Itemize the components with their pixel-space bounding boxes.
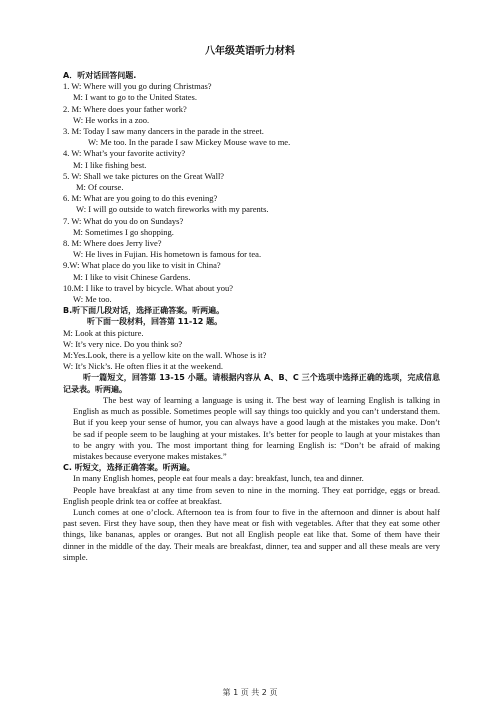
dialogue-line: W: It’s Nick’s. He often flies it at the weekend.	[63, 361, 223, 372]
section-a-list	[63, 81, 440, 305]
page-title: 八年级英语听力材料	[205, 46, 295, 57]
section-b-subheading: 听下面一段材料，回答第 11-12 题。	[87, 317, 223, 327]
question-line: 3. M: Today I saw many dancers in the parade in the street.	[63, 126, 264, 137]
answer-line: W: He lives in Fujian. His hometown is famous for tea.	[73, 249, 262, 260]
answer-line: W: He works in a zoo.	[73, 114, 150, 125]
question-line: 10.M: I like to travel by bicycle. What about you?	[63, 282, 234, 293]
dialogue-line: M:Yes.Look, there is a yellow kite on the wall. Whose is it?	[63, 350, 267, 361]
question-line: 9.W: What place do you like to visit in China?	[63, 260, 221, 271]
question-line: 8. M: Where does Jerry live?	[63, 238, 162, 249]
answer-line: M: I want to go to the United States.	[73, 92, 197, 103]
section-b-instruction: 听一篇短文，回答第 13-15 小题。请根据内容从 A、B、C 三个选项中选择正确的选项，完成信息记录表。听两遍。	[63, 373, 440, 394]
answer-line: M: I like fishing best.	[73, 159, 147, 170]
section-c-paragraph: People have breakfast at any time from seven to nine in the morning. They eat porridge, eggs or bread. English people drink tea or coffee at breakfast.	[63, 484, 440, 506]
section-c-paragraph: In many English homes, people eat four meals a day: breakfast, lunch, tea and dinner.	[73, 473, 364, 484]
section-b-heading: B.听下面几段对话，选择正确答案。听两遍。	[63, 306, 225, 316]
question-line: 2. M: Where does your father work?	[63, 103, 187, 114]
answer-line: W: I will go outside to watch fireworks with my parents.	[76, 204, 269, 215]
document-body	[63, 70, 440, 563]
section-c-heading: C. 听短文，选择正确答案。听两遍。	[63, 463, 195, 473]
question-line: 6. M: What are you going to do this evening?	[63, 193, 218, 204]
page-footer: 第 1 页 共 2 页	[222, 688, 278, 697]
section-c-paragraph: Lunch comes at one o’clock. Afternoon tea is from four to five in the afternoon and dinner is about half past seven. First they have soup, then they have meat or fish with vegetables. After that they eat some other things, like bananas, apples or oranges. But not all English people eat like that. Some of them have their dinner in the middle of the day. Their meals are breakfast, dinner, tea and supper and all these meals are very simple.	[63, 506, 440, 562]
dialogue-line: M: Look at this picture.	[63, 327, 144, 338]
answer-line: M: Sometimes I go shopping.	[73, 226, 174, 237]
section-a-heading: A．听对话回答问题.	[63, 71, 137, 80]
question-line: 4. W: What’s your favorite activity?	[63, 148, 186, 159]
question-line: 5. W: Shall we take pictures on the Great Wall?	[63, 170, 225, 181]
answer-line: W: Me too. In the parade I saw Mickey Mouse wave to me.	[88, 137, 291, 148]
answer-line: M: I like to visit Chinese Gardens.	[73, 271, 191, 282]
answer-line: M: Of course.	[76, 182, 124, 193]
question-line: 1. W: Where will you go during Christmas?	[63, 81, 212, 92]
question-line: 7. W: What do you do on Sundays?	[63, 215, 184, 226]
section-b-passage: The best way of learning a language is using it. The best way of learning English is talking in English as much as possible. Sometimes people will say things too quickly and you can’t understand them. But if you keep your sense of humor, you can always have a good laugh at the mistakes you make. Don’t be sad if people seem to be laughing at your mistakes. It’s better for people to laugh at your mistakes than to be angry with you. The most important thing for learning English is: “Don’t be afraid of making mistakes because everyone makes mistakes.”	[73, 394, 440, 461]
answer-line: W: Me too.	[73, 294, 112, 305]
dialogue-line: W: It’s very nice. Do you think so?	[63, 338, 183, 349]
